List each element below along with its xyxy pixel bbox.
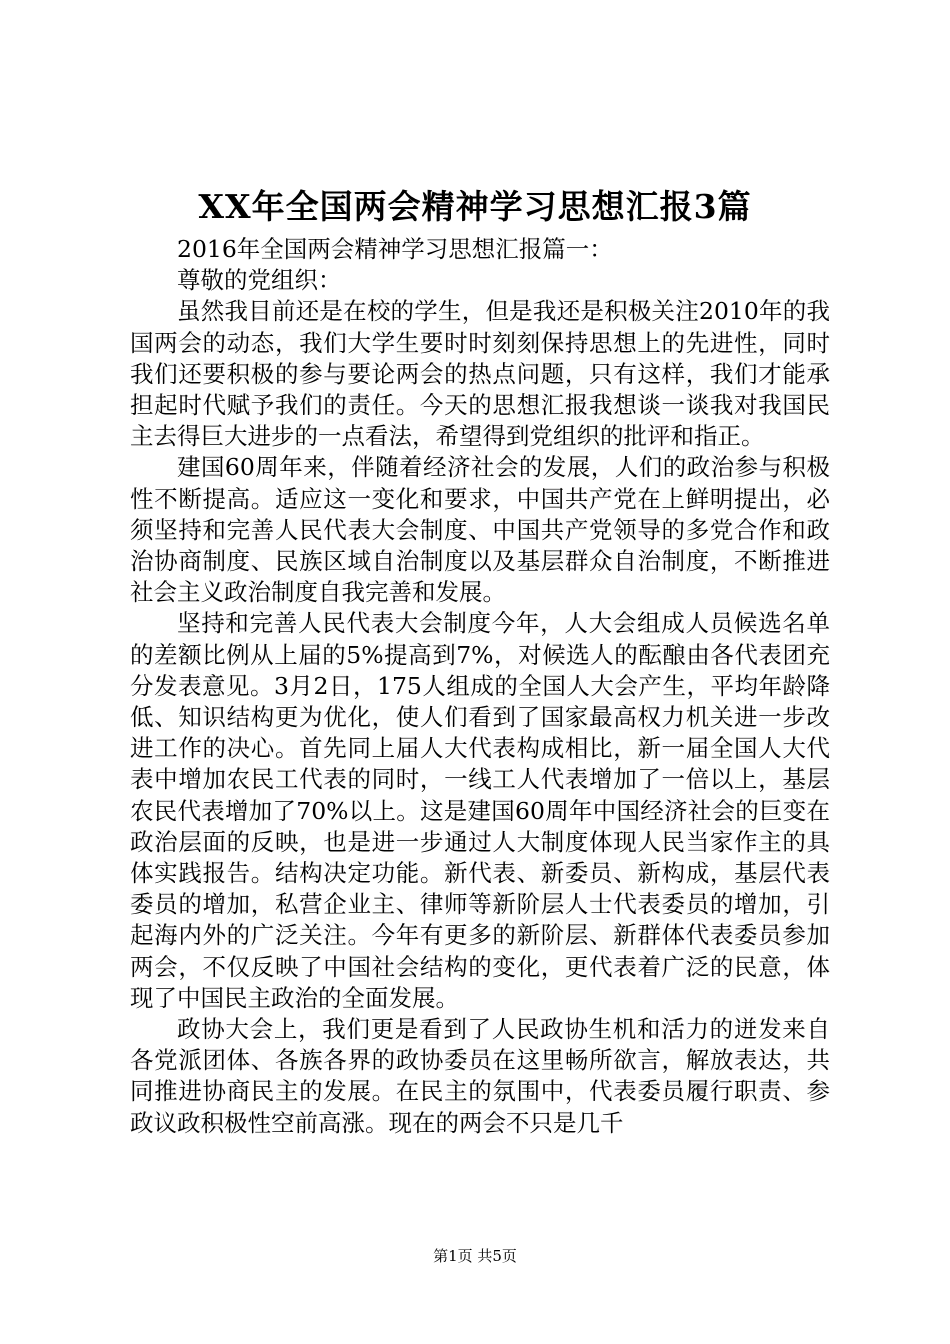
paragraph: 政协大会上，我们更是看到了人民政协生机和活力的迸发来自各党派团体、各族各界的政协委员在这里畅所欲言，解放表达，共同推进协商民主的发展。在民主的氛围中，代表委员履行职责、参政议政积极性空前高涨。现在的两会不只是几千 — [130, 1015, 830, 1137]
paragraph-salutation: 尊敬的党组织： — [177, 266, 342, 295]
document-title: XX年全国两会精神学习思想汇报3篇 — [198, 187, 752, 226]
paragraph: 建国60周年来，伴随着经济社会的发展，人们的政治参与积极性不断提高。适应这一变化和要求，中国共产党在上鲜明提出，必须坚持和完善人民代表大会制度、中国共产党领导的多党合作和政治协商制度、民族区域自治制度以及基层群众自治制度，不断推进社会主义政治制度自我完善和发展。 — [130, 453, 830, 607]
paragraph: 坚持和完善人民代表大会制度今年，人大会组成人员候选名单的差额比例从上届的5%提高到7%，对候选人的酝酿由各代表团充分发表意见。3月2日，175人组成的全国人大会产生，平均年龄降低、知识结构更为优化，使人们看到了国家最高权力机关进一步改进工作的决心。首先同上届人大代表构成相比，新一届全国人大代表中增加农民工代表的同时，一线工人代表增加了一倍以上，基层农民代表增加了70%以上。这是建国60周年中国经济社会的巨变在政治层面的反映，也是进一步通过人大制度体现人民当家作主的具体实践报告。结构决定功能。新代表、新委员、新构成，基层代表委员的增加，私营企业主、律师等新阶层人士代表委员的增加，引起海内外的广泛关注。今年有更多的新阶层、新群体代表委员参加两会，不仅反映了中国社会结构的变化，更代表着广泛的民意，体现了中国民主政治的全面发展。 — [130, 609, 830, 1012]
paragraph-subtitle: 2016年全国两会精神学习思想汇报篇一： — [177, 235, 613, 263]
document-body — [130, 234, 830, 1139]
paragraph: 虽然我目前还是在校的学生，但是我还是积极关注2010年的我国两会的动态，我们大学生要时时刻刻保持思想上的先进性，同时我们还要积极的参与要论两会的热点问题，只有这样，我们才能承担起时代赋予我们的责任。今天的思想汇报我想谈一谈我对我国民主去得巨大进步的一点看法，希望得到党组织的批评和指正。 — [130, 297, 830, 451]
page-number-footer: 第1页 共5页 — [433, 1247, 517, 1265]
